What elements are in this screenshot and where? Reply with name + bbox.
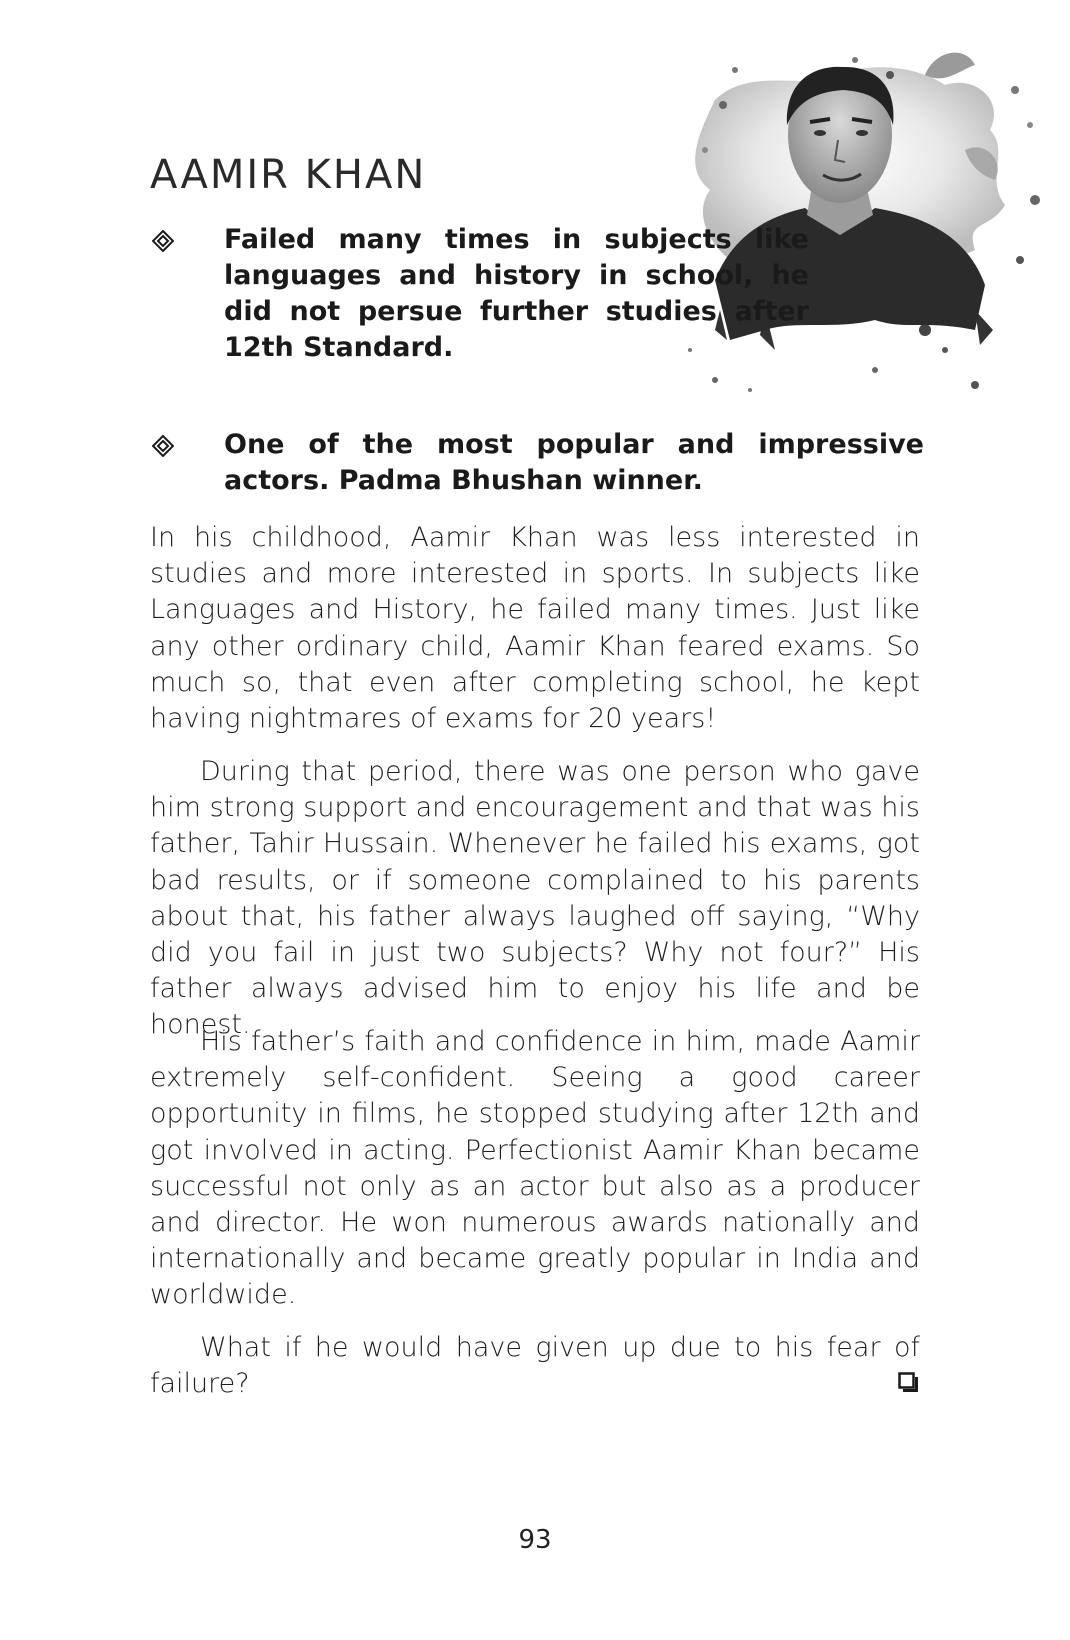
body-paragraph: What if he would have given up due to his fear of failure? <box>150 1332 920 1400</box>
square-end-icon <box>898 1372 918 1392</box>
body-paragraph: During that period, there was one person who gave him strong support and encouragement and that was his father, Tahir Hussain. Whenever he failed his exams, got bad results, or if someone complained to his parents about that, his father always laughed off saying, “Why did you fail in just two subjects? Why not four?” His father always advised him to enjoy his life and be honest. <box>150 756 920 1041</box>
page-number: 93 <box>518 1525 552 1555</box>
diamond-bullet-icon <box>152 230 174 252</box>
bullet-text: One of the most popular and impressive actors. Padma Bhushan winner. <box>224 429 924 496</box>
body-paragraph: In his childhood, Aamir Khan was less interested in studies and more interested in sports. In subjects like Languages and History, he failed many times. Just like any other ordinary child, Aamir Khan feared exams. So much so, that even after completing school, he kept having nightmares of exams for 20 years! <box>150 522 920 735</box>
diamond-bullet-icon <box>152 435 174 457</box>
bullet-text: Failed many times in subjects like languages and history in school, he did not persue further studies after 12th Standard. <box>224 224 809 363</box>
body-paragraph: His father’s faith and confidence in him, made Aamir extremely self-confident. Seeing a good career opportunity in films, he stopped studying after 12th and got involved in acting. Perfectionist Aamir Khan became successful not only as an actor but also as a producer and director. He won numerous awards nationally and internationally and became greatly popular in India and worldwide. <box>150 1026 920 1311</box>
page-title: AAMIR KHAN <box>150 152 427 198</box>
